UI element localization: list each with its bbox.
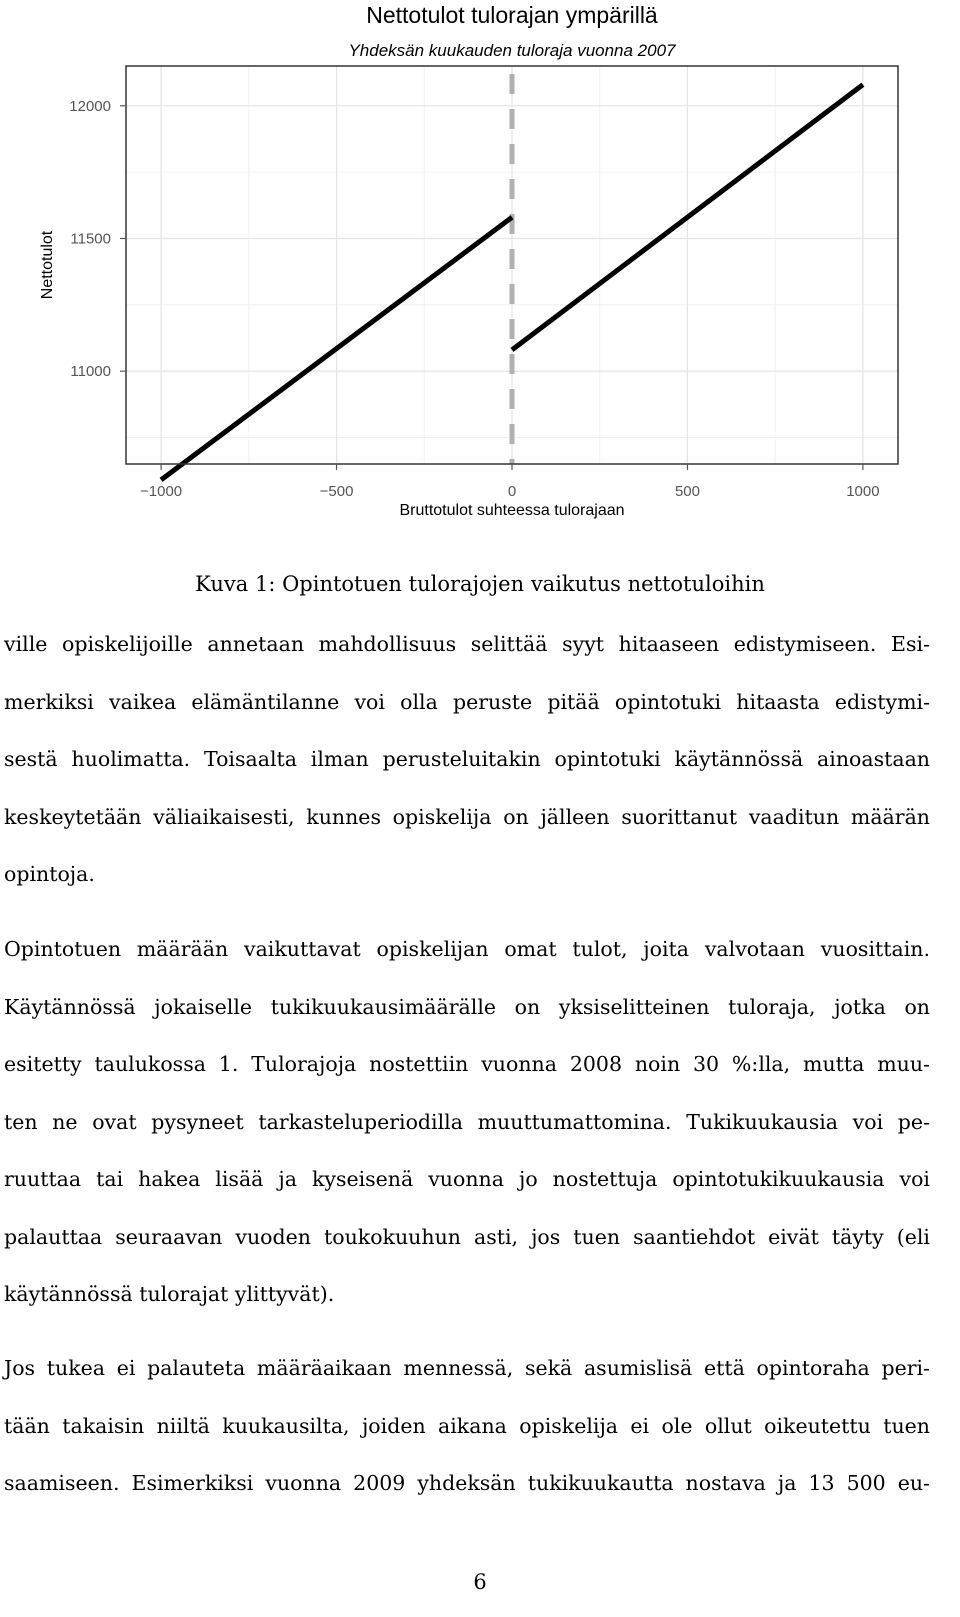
axis-ticks (69, 98, 879, 500)
paragraph-1-line: ville opiskelijoille annetaan mahdollisuus selittää syyt hitaaseen edistymiseen. Esi- (4, 632, 930, 656)
x-tick-label: 500 (674, 483, 700, 500)
paragraph-3-line: tään takaisin niiltä kuukausilta, joiden aikana opiskelija ei ole ollut oikeutettu tuen (4, 1413, 930, 1438)
page-number: 6 (473, 1570, 487, 1594)
paragraph-1-line: merkiksi vaikea elämäntilanne voi olla peruste pitää opintotuki hitaasta edistymi- (4, 689, 930, 714)
paragraph-2-line: esitetty taulukossa 1. Tulorajoja nostettiin vuonna 2008 noin 30 %:lla, mutta muu- (4, 1052, 930, 1076)
x-axis-label: Bruttotulot suhteessa tulorajaan (399, 502, 625, 519)
paragraph-2-line: Opintotuen määrään vaikuttavat opiskelijan omat tulot, joita valvotaan vuosittain. (4, 937, 930, 961)
x-tick-label: 1000 (846, 483, 880, 500)
y-axis-label: Nettotulot (39, 230, 56, 300)
paragraph-3-line: saamiseen. Esimerkiksi vuonna 2009 yhdeksän tukikuukautta nostava ja 13 500 eu- (4, 1471, 930, 1495)
x-tick-label: 0 (507, 483, 517, 500)
paragraph-1-line: keskeytetään väliaikaisesti, kunnes opiskelija on jälleen suorittanut vaaditun määrän (4, 804, 930, 829)
chart-title: Nettotulot tulorajan ympärillä (366, 2, 658, 28)
figure-caption: Kuva 1: Opintotuen tulorajojen vaikutus nettotuloihin (195, 572, 765, 596)
paragraph-1-line: sestä huolimatta. Toisaalta ilman perusteluitakin opintotuki käytännössä ainoastaan (4, 747, 930, 771)
paragraph-2-line: ruuttaa tai hakea lisää ja kyseisenä vuonna jo nostettuja opintotukikuukausia voi (4, 1167, 930, 1191)
paragraph-1 (4, 616, 930, 904)
paragraph-2 (4, 921, 930, 1324)
income-threshold-chart (0, 0, 960, 530)
y-tick-label: 11500 (70, 230, 111, 248)
y-tick-label: 12000 (69, 97, 111, 115)
paragraph-2-line: ten ne ovat pysyneet tarkasteluperiodilla muuttumattomina. Tukikuukausia voi pe- (4, 1109, 930, 1134)
y-tick-label: 11000 (70, 363, 111, 381)
x-tick-label: −1000 (140, 483, 183, 500)
paragraph-3-line: Jos tukea ei palauteta määräaikaan mennessä, sekä asumislisä että opintoraha peri- (4, 1356, 930, 1380)
paragraph-2-line: käytännössä tulorajat ylittyvät). (4, 1282, 335, 1306)
chart-subtitle: Yhdeksän kuukauden tuloraja vuonna 2007 (348, 41, 676, 60)
paragraph-1-line: opintoja. (4, 862, 95, 886)
paragraph-2-line: palauttaa seuraavan vuoden toukokuuhun asti, jos tuen saantiehdot eivät täyty (eli (4, 1224, 930, 1249)
x-tick-label: −500 (319, 483, 354, 500)
paragraph-3 (4, 1340, 930, 1513)
paragraph-2-line: Käytännössä jokaiselle tukikuukausimäärälle on yksiselitteinen tuloraja, jotka on (4, 994, 930, 1019)
